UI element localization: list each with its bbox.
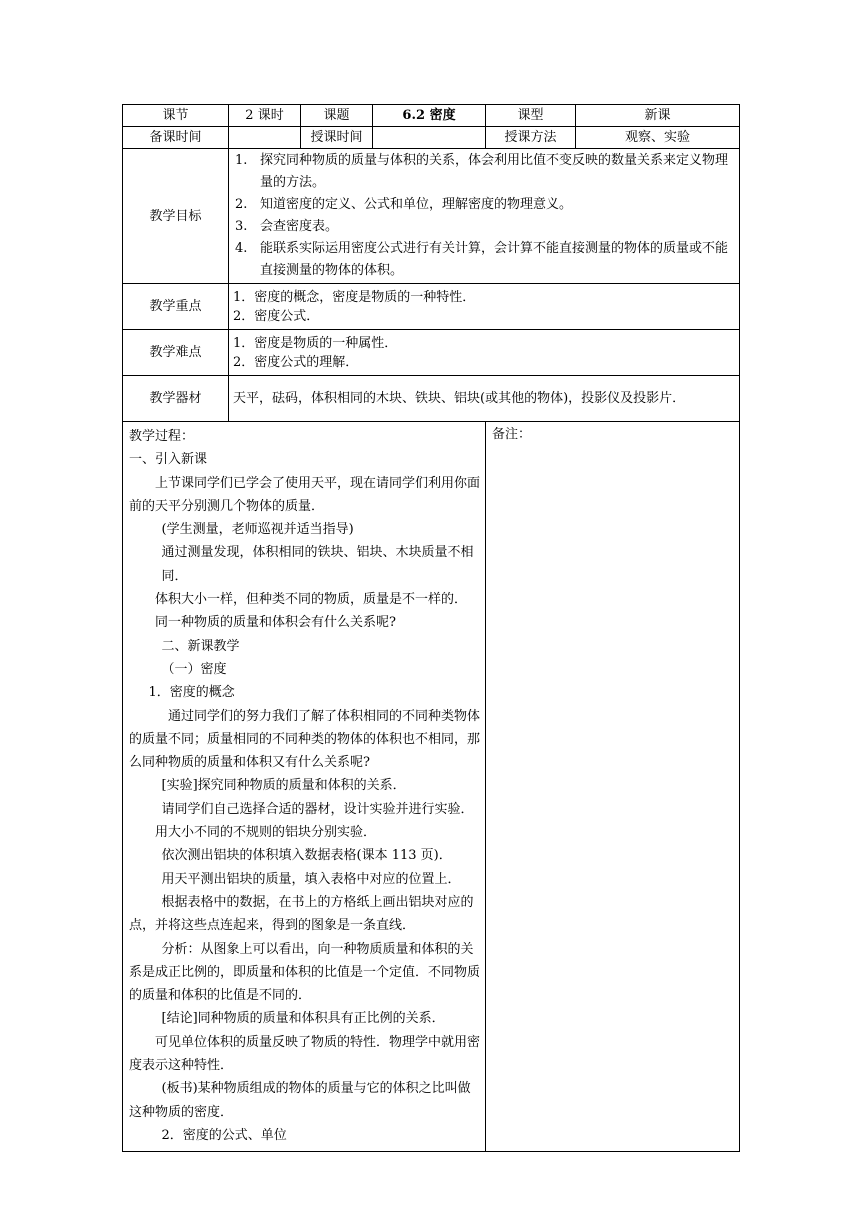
goal-item bbox=[233, 238, 735, 282]
lesson-value: 2 课时 bbox=[229, 105, 301, 127]
teach-time-value bbox=[373, 127, 486, 149]
process-paragraph: 通过同学们的努力我们了解了体积相同的不同种类物体的质量不同；质量相同的不同种类的物体的体积也不相同，那么同种物质的质量和体积又有什么关系呢? bbox=[129, 708, 481, 771]
goal-number: 2. bbox=[235, 197, 248, 212]
goal-text: 知道密度的定义、公式和单位，理解密度的物理意义。 bbox=[260, 197, 573, 212]
difficulty-line: 1．密度是物质的一种属性． bbox=[233, 335, 398, 351]
key-point-line: 2．密度公式． bbox=[233, 308, 320, 324]
section-heading: 二、新课教学 bbox=[161, 638, 240, 654]
goal-item bbox=[233, 150, 735, 194]
process-paragraph: 依次测出铝块的体积填入数据表格(课本 113 页)． bbox=[161, 848, 452, 864]
goal-text: 探究同种物质的质量与体积的关系，体会利用比值不变反映的数量关系来定义物理量的方法。 bbox=[260, 153, 729, 190]
prep-time-value bbox=[229, 127, 301, 149]
method-value: 观察、实验 bbox=[576, 127, 740, 149]
process-row bbox=[123, 422, 740, 1152]
notes-label: 备注： bbox=[492, 427, 532, 442]
type-label: 课型 bbox=[486, 105, 576, 127]
topic-label: 课题 bbox=[301, 105, 373, 127]
goal-text: 会查密度表。 bbox=[260, 219, 339, 234]
key-points-label: 教学重点 bbox=[123, 284, 229, 330]
process-paragraph: 可见单位体积的质量反映了物质的特性．物理学中就用密度表示这种特性． bbox=[129, 1034, 481, 1074]
process-paragraph: 分析：从图象上可以看出，向一种物质质量和体积的关系是成正比例的，即质量和体积的比值是一个定值．不同物质的质量和体积的比值是不同的． bbox=[129, 941, 481, 1004]
subsection-heading: （一）密度 bbox=[161, 661, 227, 677]
process-paragraph: 根据表格中的数据，在书上的方格纸上画出铝块对应的点，并将这些点连起来，得到的图象是一条直线． bbox=[129, 894, 474, 934]
process-paragraph: 体积大小一样，但种类不同的物质，质量是不一样的． bbox=[155, 592, 468, 608]
key-point-line: 1．密度的概念，密度是物质的一种特性． bbox=[233, 289, 476, 305]
process-paragraph: 用天平测出铝块的质量，填入表格中对应的位置上． bbox=[161, 871, 461, 887]
topic-heading: 2．密度的公式、单位 bbox=[161, 1127, 287, 1143]
prep-time-label: 备课时间 bbox=[123, 127, 229, 149]
goal-number: 4. bbox=[235, 241, 248, 256]
goals-list bbox=[233, 150, 735, 282]
process-paragraph: 请同学们自己选择合适的器材，设计实验并进行实验． bbox=[161, 801, 474, 817]
equipment-content: 天平，砝码，体积相同的木块、铁块、铝块(或其他的物体)，投影仪及投影片． bbox=[229, 376, 740, 422]
goal-text: 能联系实际运用密度公式进行有关计算，会计算不能直接测量的物体的质量或不能直接测量的物体的体积。 bbox=[260, 241, 729, 278]
notes-column bbox=[486, 422, 740, 1152]
lesson-label: 课节 bbox=[123, 105, 229, 127]
topic-heading: 1．密度的概念 bbox=[148, 685, 235, 701]
goal-item bbox=[233, 194, 735, 216]
goal-item bbox=[233, 216, 735, 238]
difficulty-line: 2．密度公式的理解． bbox=[233, 354, 359, 370]
goals-label: 教学目标 bbox=[123, 149, 229, 284]
goals-content bbox=[229, 149, 740, 284]
difficulties-content bbox=[229, 330, 740, 376]
process-paragraph: 上节课同学们已学会了使用天平，现在请同学们利用你面前的天平分别测几个物体的质量． bbox=[129, 475, 481, 514]
teach-time-label: 授课时间 bbox=[301, 127, 373, 149]
key-points-content bbox=[229, 284, 740, 330]
goals-row bbox=[123, 149, 740, 284]
process-paragraph: [实验]探究同种物质的质量和体积的关系． bbox=[161, 778, 406, 794]
lesson-plan-table bbox=[122, 104, 740, 1152]
equipment-row bbox=[123, 376, 740, 422]
goal-number: 3. bbox=[235, 219, 248, 234]
process-paragraph: [结论]同种物质的质量和体积具有正比例的关系． bbox=[161, 1011, 445, 1027]
process-content bbox=[123, 422, 486, 1152]
topic-value: 6.2 密度 bbox=[373, 105, 486, 127]
method-label: 授课方法 bbox=[486, 127, 576, 149]
equipment-label: 教学器材 bbox=[123, 376, 229, 422]
process-paragraph: (板书)某种物质组成的物体的质量与它的体积之比叫做这种物质的密度． bbox=[129, 1081, 471, 1120]
goal-number: 1. bbox=[235, 153, 248, 168]
process-paragraph: 用大小不同的不规则的铝块分别实验． bbox=[155, 825, 377, 841]
process-heading: 教学过程： bbox=[129, 429, 195, 444]
process-paragraph: (学生测量，老师巡视并适当指导) bbox=[161, 522, 354, 538]
difficulties-row bbox=[123, 330, 740, 376]
difficulties-label: 教学难点 bbox=[123, 330, 229, 376]
process-paragraph: 通过测量发现，体积相同的铁块、铝块、木块质量不相同． bbox=[161, 545, 474, 584]
type-value: 新课 bbox=[576, 105, 740, 127]
header-row-1 bbox=[123, 105, 740, 127]
header-row-2 bbox=[123, 127, 740, 149]
section-heading: 一、引入新课 bbox=[129, 452, 208, 468]
key-points-row bbox=[123, 284, 740, 330]
process-paragraph: 同一种物质的质量和体积会有什么关系呢? bbox=[155, 615, 396, 631]
